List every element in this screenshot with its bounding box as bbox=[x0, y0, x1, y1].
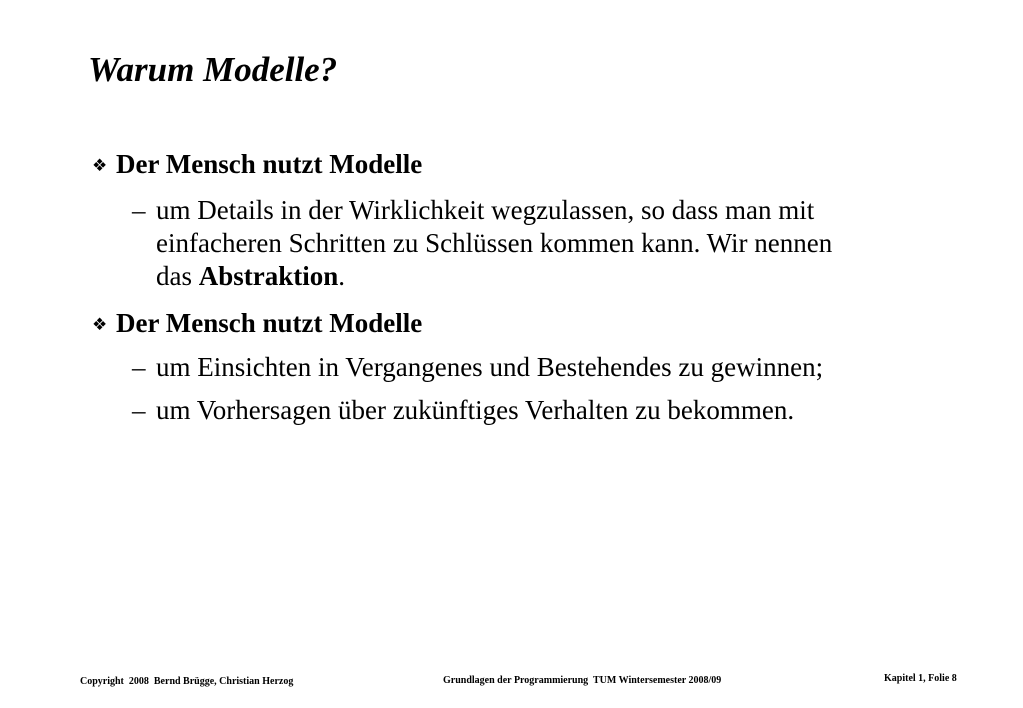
bullet-heading-row-2 bbox=[88, 307, 968, 341]
bullet-heading-1: Der Mensch nutzt Modelle bbox=[116, 149, 423, 179]
abstraktion-term: Abstraktion bbox=[198, 261, 339, 291]
diamond-bullet-icon: ❖ bbox=[92, 156, 108, 175]
sub-item-abstraktion bbox=[88, 194, 968, 293]
footer-course: Grundlagen der Programmierung TUM Wintersemester 2008/09 bbox=[443, 675, 722, 686]
sub-item-text bbox=[156, 194, 968, 293]
sub-item-text-body: um Details in der Wirklichkeit wegzulassen, so dass man mit einfacheren Schritten zu Schlüssen kommen kann. Wir nennen das bbox=[156, 195, 833, 291]
bullet-heading-row-1 bbox=[88, 148, 968, 182]
bullet-heading-2: Der Mensch nutzt Modelle bbox=[116, 308, 423, 338]
sub-item-einsichten bbox=[88, 351, 968, 384]
sub-item-text: um Vorhersagen über zukünftiges Verhalten zu bekommen. bbox=[156, 395, 795, 425]
sub-item-vorhersagen bbox=[88, 394, 968, 427]
sub-item-text: um Einsichten in Vergangenes und Bestehendes zu gewinnen; bbox=[156, 352, 824, 382]
dash-marker: – bbox=[132, 352, 146, 382]
sub-list-2 bbox=[88, 351, 968, 427]
slide-title: Warum Modelle? bbox=[88, 50, 338, 89]
sub-list-1 bbox=[88, 194, 968, 293]
dash-marker: – bbox=[132, 395, 146, 425]
diamond-bullet-icon: ❖ bbox=[92, 315, 108, 334]
footer-copyright: Copyright 2008 Bernd Brügge, Christian Herzog bbox=[80, 676, 294, 687]
sub-item-text-suffix: . bbox=[338, 261, 346, 291]
bullet-section-2 bbox=[88, 307, 968, 437]
dash-marker: – bbox=[132, 195, 146, 225]
bullet-section-1 bbox=[88, 148, 968, 303]
footer-slide-ref: Kapitel 1, Folie 8 bbox=[884, 673, 957, 684]
